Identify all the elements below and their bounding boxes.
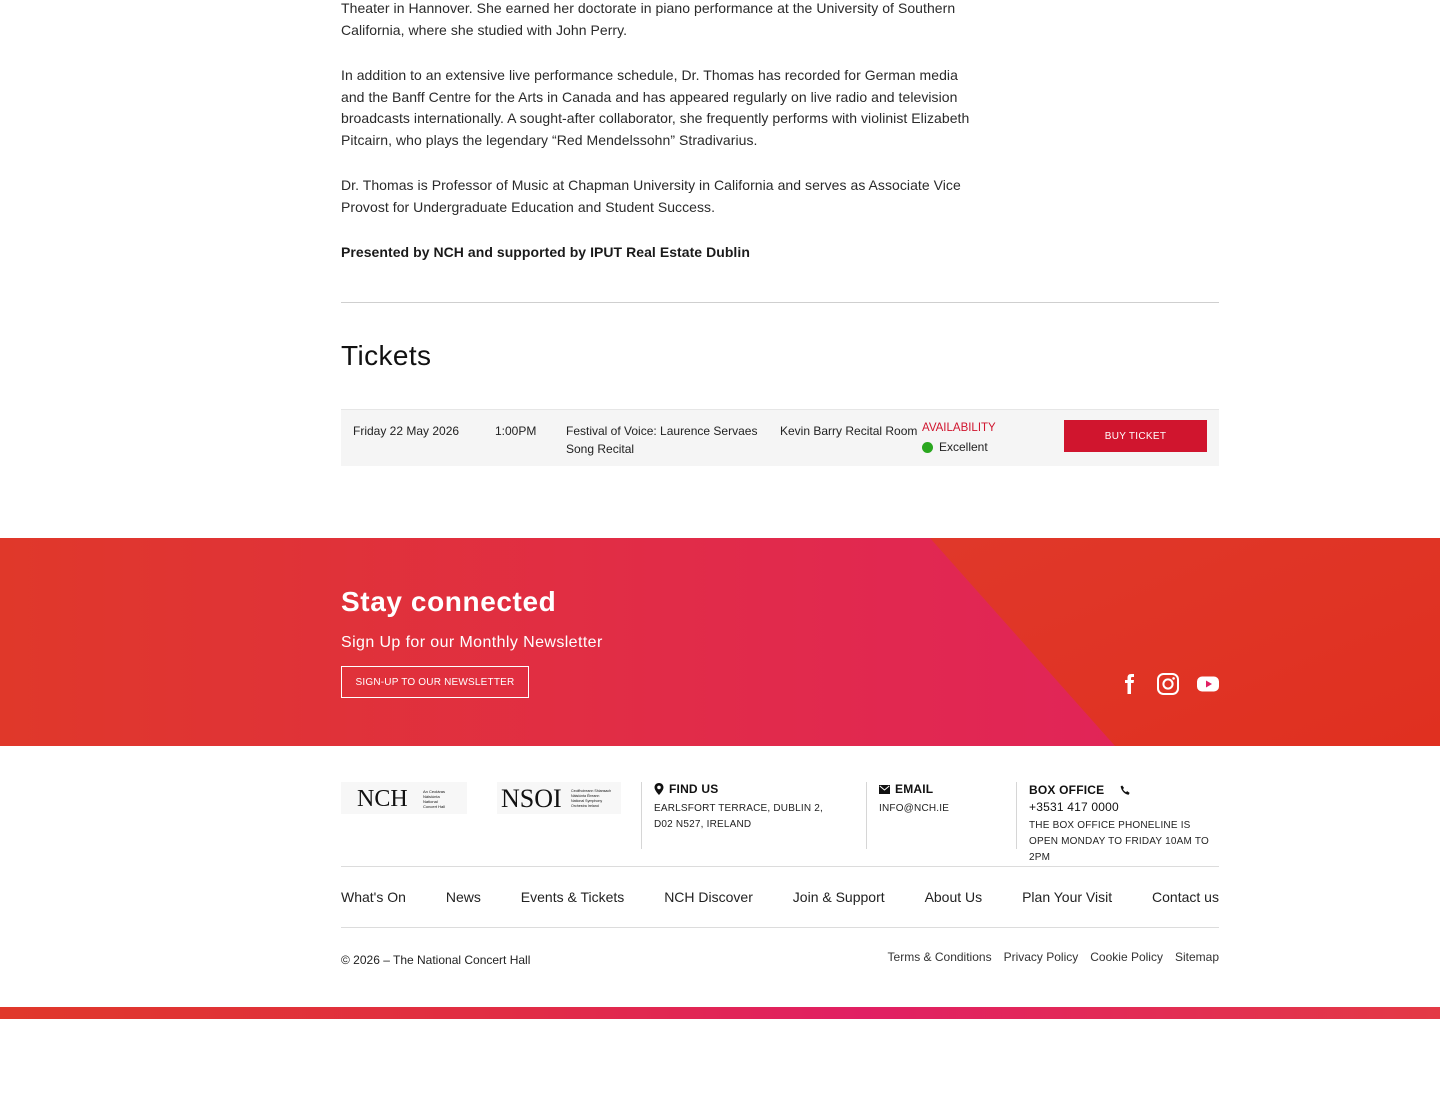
svg-text:Náisiúnta: Náisiúnta <box>423 794 440 799</box>
email-heading <box>879 782 1016 796</box>
ticket-venue: Kevin Barry Recital Room <box>780 424 918 438</box>
nch-logo-mark <box>341 782 467 814</box>
nav-news[interactable]: News <box>445 889 481 905</box>
availability-dot-icon <box>922 442 933 453</box>
availability-status <box>922 438 996 456</box>
nav-join-support[interactable]: Join & Support <box>792 889 885 905</box>
address-text: EARLSFORT TERRACE, DUBLIN 2, D02 N527, IRELAND <box>654 803 823 830</box>
email-link[interactable]: INFO@NCH.IE <box>879 803 950 814</box>
svg-text:National: National <box>423 799 438 804</box>
nav-about-us[interactable]: About Us <box>924 889 983 905</box>
newsletter-title: Stay connected <box>341 586 557 617</box>
footer-nav <box>341 889 1219 905</box>
nav-contact-us[interactable]: Contact us <box>1152 889 1219 905</box>
nav-events-tickets[interactable]: Events & Tickets <box>520 889 625 905</box>
svg-text:An Ceoláras: An Ceoláras <box>423 789 446 794</box>
facebook-icon[interactable] <box>1117 672 1141 696</box>
link-terms[interactable]: Terms & Conditions <box>887 950 992 964</box>
youtube-icon[interactable] <box>1196 672 1220 696</box>
nav-plan-your-visit[interactable]: Plan Your Visit <box>1022 889 1113 905</box>
bio-paragraph: Theater in Hannover. She earned her doctorate in piano performance at the University of Southern California, where she studied with John Perry. <box>341 0 956 38</box>
nsoi-logo[interactable] <box>497 782 621 814</box>
email-label: EMAIL <box>895 782 934 796</box>
ticket-date: Friday 22 May 2026 <box>353 424 460 438</box>
svg-text:Concert Hall: Concert Hall <box>423 804 446 809</box>
legal-links <box>888 950 1219 964</box>
box-office-hours: THE BOX OFFICE PHONELINE IS OPEN MONDAY TO FRIDAY 10AM TO 2PM <box>1029 820 1209 863</box>
box-office-heading <box>1029 782 1219 816</box>
nav-nch-discover[interactable]: NCH Discover <box>664 889 753 905</box>
svg-text:NCH: NCH <box>357 786 408 812</box>
find-us-block <box>641 782 866 849</box>
newsletter-subtitle: Sign Up for our Monthly Newsletter <box>341 634 603 651</box>
svg-text:National Symphony: National Symphony <box>571 799 603 803</box>
footer-divider <box>341 927 1219 928</box>
find-us-label: FIND US <box>669 782 719 796</box>
ticket-availability <box>922 421 996 456</box>
newsletter-signup-button[interactable]: SIGN-UP TO OUR NEWSLETTER <box>341 666 529 698</box>
bottom-accent-bar <box>0 1007 1440 1019</box>
copyright: © 2026 – The National Concert Hall <box>341 953 531 967</box>
email-block <box>866 782 1016 849</box>
presented-by: Presented by NCH and supported by IPUT Real Estate Dublin <box>341 244 750 260</box>
svg-text:Náisiúnta Éireann: Náisiúnta Éireann <box>571 794 600 798</box>
artist-bio <box>341 0 971 288</box>
link-privacy[interactable]: Privacy Policy <box>1003 950 1079 964</box>
band-decoration <box>0 538 1440 746</box>
buy-ticket-button[interactable]: BUY TICKET <box>1064 420 1207 452</box>
ticket-event: Festival of Voice: Laurence Servaes Song Recital <box>566 424 758 456</box>
tickets-heading: Tickets <box>341 340 432 371</box>
box-office-block <box>1016 782 1219 863</box>
link-cookie-policy[interactable]: Cookie Policy <box>1090 950 1163 964</box>
bio-paragraph: In addition to an extensive live performance schedule, Dr. Thomas has recorded for German media and the Banff Centre for the Arts in Canada and has appeared regularly on live radio and television broadcasts internationally. A sought-after collaborator, she frequently performs with violinist Elizabeth Pitcairn, who plays the legendary “Red Mendelssohn” Stradivarius. <box>341 67 970 148</box>
nsoi-logo-mark <box>497 782 621 814</box>
envelope-icon <box>879 785 890 794</box>
svg-text:Orchestra Ireland: Orchestra Ireland <box>571 804 599 808</box>
section-divider <box>341 302 1219 303</box>
ticket-row <box>341 409 1219 466</box>
nav-whats-on[interactable]: What's On <box>341 889 406 905</box>
link-sitemap[interactable]: Sitemap <box>1174 950 1219 964</box>
ticket-time: 1:00PM <box>495 424 537 438</box>
availability-label: AVAILABILITY <box>922 422 996 434</box>
newsletter-band <box>0 538 1440 746</box>
find-us-heading <box>654 782 866 796</box>
box-office-phone[interactable]: +3531 417 0000 <box>1029 800 1119 814</box>
svg-text:NSOI: NSOI <box>501 784 562 813</box>
bio-paragraph: Dr. Thomas is Professor of Music at Chapman University in California and serves as Associate Vice Provost for Undergraduate Education and Student Success. <box>341 177 961 215</box>
availability-value: Excellent <box>939 440 988 454</box>
instagram-icon[interactable] <box>1156 672 1180 696</box>
map-pin-icon <box>654 783 664 795</box>
footer-divider <box>341 866 1219 867</box>
box-office-label: BOX OFFICE <box>1029 783 1105 797</box>
nch-logo[interactable] <box>341 782 467 814</box>
svg-text:Ceolfhoireann Shiansach: Ceolfhoireann Shiansach <box>571 789 612 793</box>
phone-icon <box>1120 785 1131 796</box>
